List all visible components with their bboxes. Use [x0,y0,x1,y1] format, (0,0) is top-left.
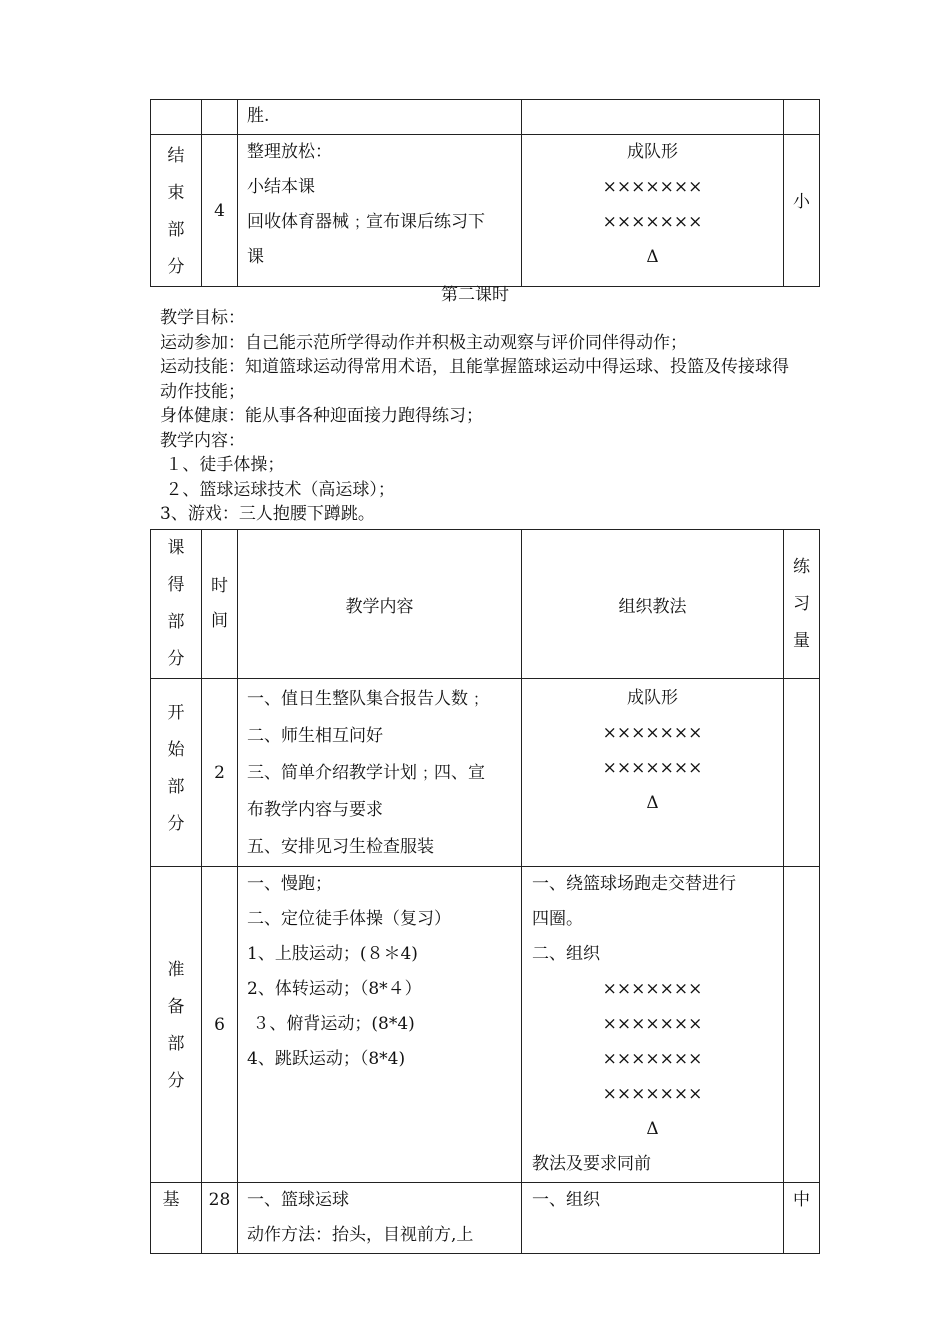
org-cell: 成队形 ××××××× ××××××× Δ [522,679,784,867]
section-cell: 结 束 部 分 [151,135,202,287]
content-cell: 整理放松： 小结本课 回收体育器械﹔宣布课后练习下 课 [238,135,522,287]
amount-cell [784,679,820,867]
header-content: 教学内容 [238,530,522,679]
table-row [151,867,820,1183]
table-row [151,679,820,867]
content-cell: 一、慢跑； 二、定位徒手体操（复习） 1、上肢运动；(８＊4) 2、体转运动；（8*４） ３、俯背运动；(8*4) 4、跳跃运动；（8*4) [238,867,522,1183]
table-row [151,135,820,287]
table-row [151,1183,820,1254]
time-cell: 6 [202,867,238,1183]
org-cell: 成队形 ××××××× ××××××× Δ [522,135,784,287]
time-cell: 2 [202,679,238,867]
header-time: 时 间 [202,530,238,679]
section-cell: 基 [151,1183,202,1254]
amount-cell [784,867,820,1183]
table-header-row [151,530,820,679]
amount-cell: 中 [784,1183,820,1254]
table-row [151,100,820,135]
section-cell: 准 备 部 分 [151,867,202,1183]
amount-cell: 小 [784,135,820,287]
org-cell: 一、组织 [522,1183,784,1254]
header-amount: 练 习 量 [784,530,820,679]
section-cell: 开 始 部 分 [151,679,202,867]
content-cell: 胜. [247,106,270,126]
time-cell: 4 [202,135,238,287]
lesson2-objectives: 教学目标： 运动参加：自己能示范所学得动作并积极主动观察与评价同伴得动作； 运动技能：知道篮球运动得常用术语，且能掌握篮球运动中得运球、投篮及传接球得 动作技能； 身体健康：能从事各种迎面接力跑得练习； 教学内容： １、徒手体操； ２、篮球运球技术（高运球）； 3、游戏：三人抱腰下蹲跳。 [160,308,789,524]
lesson2-heading: 第二课时 [441,285,509,305]
lesson2-table [150,529,820,1254]
time-cell: 28 [202,1183,238,1254]
content-cell: 一、篮球运球 动作方法：抬头，目视前方,上 [238,1183,522,1254]
lesson1-table [150,99,820,287]
header-section: 课 得 部 分 [151,530,202,679]
org-cell: 一、绕篮球场跑走交替进行 四圈。 二、组织 ××××××× ××××××× ××××××× ××××××× Δ 教法及要求同前 [522,867,784,1183]
content-cell: 一、值日生整队集合报告人数﹔ 二、师生相互问好 三、简单介绍教学计划﹔四、宣 布教学内容与要求 五、安排见习生检查服装 [238,679,522,867]
header-org: 组织教法 [522,530,784,679]
